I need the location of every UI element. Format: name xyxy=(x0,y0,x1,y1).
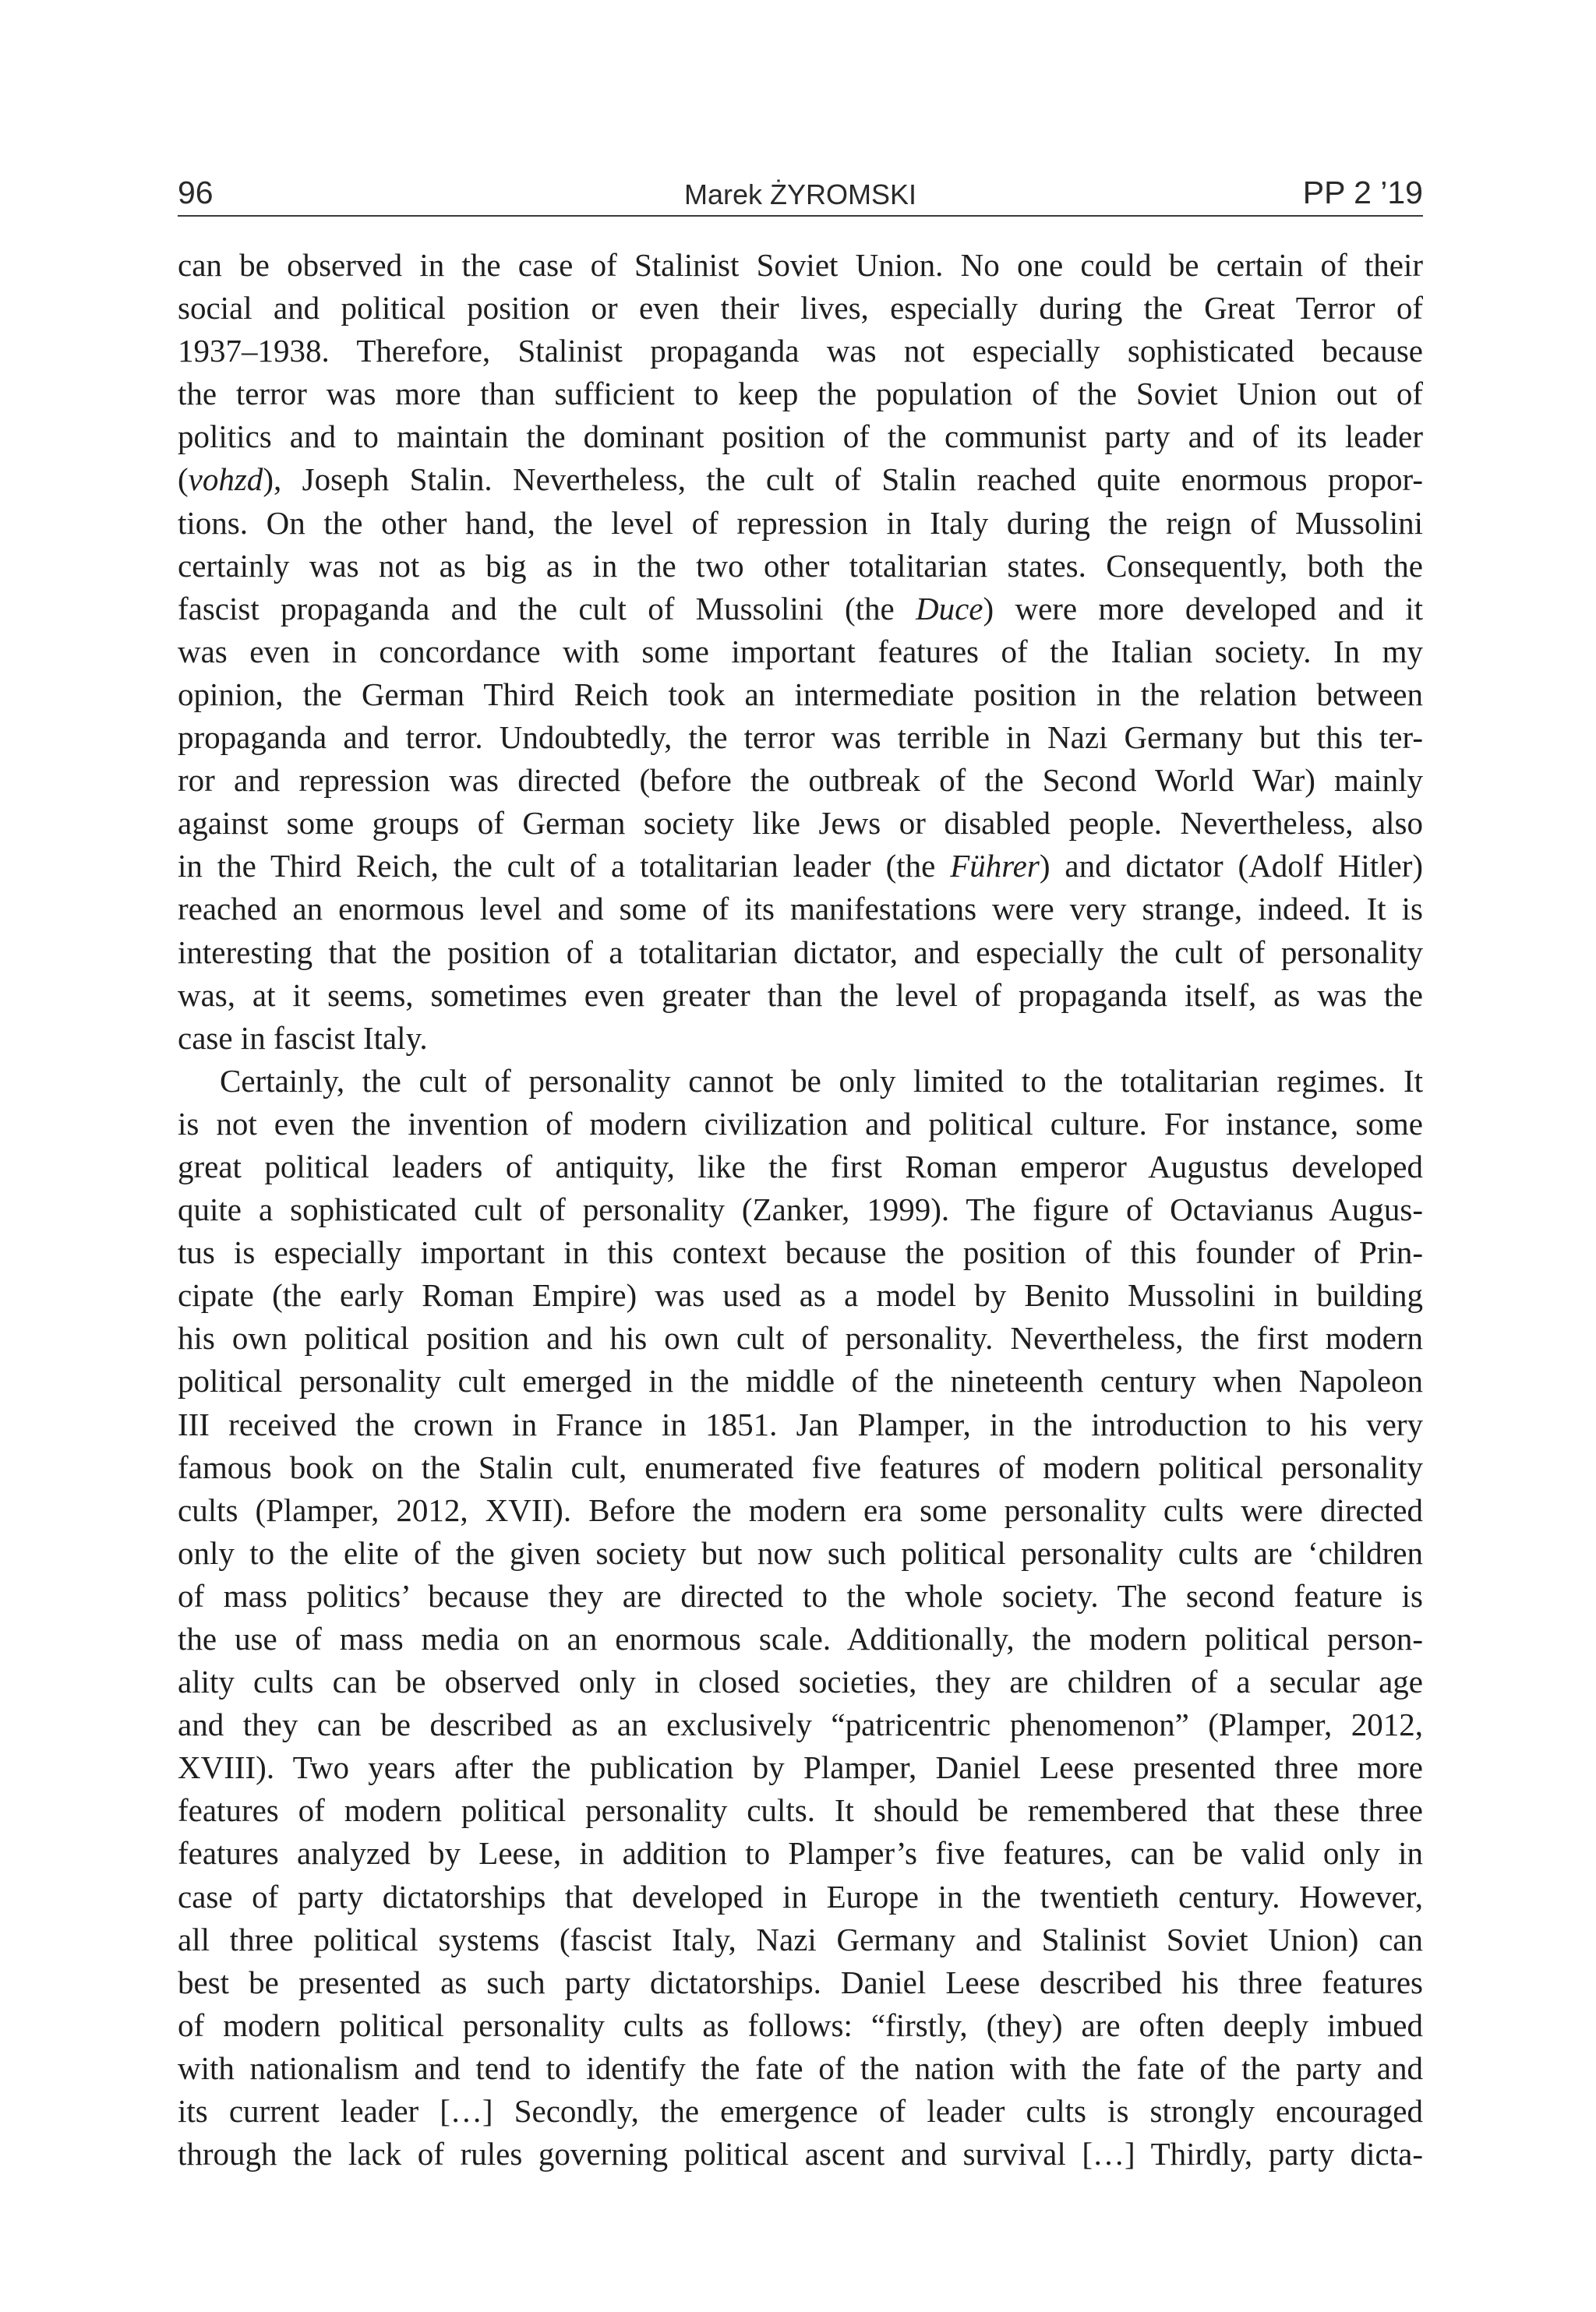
text-line: against some groups of German society like Jews or disabled people. Nevertheless, also xyxy=(178,805,1423,842)
text-line: great political leaders of antiquity, like the first Roman emperor Augustus developed xyxy=(178,1148,1423,1184)
text-line: best be presented as such party dictatorships. Daniel Leese described his three features xyxy=(178,1964,1423,2000)
text-line: the terror was more than sufficient to keep the population of the Soviet Union out of xyxy=(178,376,1423,412)
italic-term: Duce xyxy=(916,590,983,627)
italic-term: vohzd xyxy=(188,461,263,498)
text-line: his own political position and his own cult of personality. Nevertheless, the first modern xyxy=(178,1320,1423,1357)
text-line: III received the crown in France in 1851. Jan Plamper, in the introduction to his very xyxy=(178,1406,1423,1442)
text-line: was, at it seems, sometimes even greater than the level of propaganda itself, as was the xyxy=(178,976,1423,1013)
text-line: tions. On the other hand, the level of repression in Italy during the reign of Mussolini xyxy=(178,504,1423,541)
text-line: in the Third Reich, the cult of a totalitarian leader (the Führer) and dictator (Adolf Hitler) xyxy=(178,848,1423,884)
page-header xyxy=(178,167,1423,217)
text-line: quite a sophisticated cult of personality (Zanker, 1999). The figure of Octavianus Augus- xyxy=(178,1191,1423,1228)
text-line: politics and to maintain the dominant position of the communist party and of its leader xyxy=(178,418,1423,455)
text-line: all three political systems (fascist Italy, Nazi Germany and Stalinist Soviet Union) can xyxy=(178,1921,1423,1957)
paragraph xyxy=(178,244,1423,1060)
text-line: tus is especially important in this context because the position of this founder of Prin- xyxy=(178,1234,1423,1271)
text-line: social and political position or even their lives, especially during the Great Terror of xyxy=(178,290,1423,327)
text-line: features of modern political personality cults. It should be remembered that these three xyxy=(178,1792,1423,1829)
text-line: propaganda and terror. Undoubtedly, the terror was terrible in Nazi Germany but this ter- xyxy=(178,719,1423,756)
text-line: interesting that the position of a totalitarian dictator, and especially the cult of personality xyxy=(178,934,1423,970)
text-line: through the lack of rules governing political ascent and survival […] Thirdly, party dicta- xyxy=(178,2136,1423,2173)
text-line: fascist propaganda and the cult of Mussolini (the Duce) were more developed and it xyxy=(178,590,1423,627)
text-line: political personality cult emerged in the middle of the nineteenth century when Napoleon xyxy=(178,1363,1423,1400)
text-line: and they can be described as an exclusively “patricentric phenomenon” (Plamper, 2012, xyxy=(178,1707,1423,1743)
text-line: only to the elite of the given society but now such political personality cults are ‘children xyxy=(178,1534,1423,1571)
paragraph xyxy=(178,1060,1423,2176)
text-line: case in fascist Italy. xyxy=(178,1019,428,1056)
text-line: of modern political personality cults as follows: “firstly, (they) are often deeply imbued xyxy=(178,2007,1423,2043)
text-line: certainly was not as big as in the two other totalitarian states. Consequently, both the xyxy=(178,547,1423,584)
text-line: features analyzed by Leese, in addition to Plamper’s five features, can be valid only in xyxy=(178,1835,1423,1872)
text-line: with nationalism and tend to identify the fate of the nation with the fate of the party and xyxy=(178,2049,1423,2086)
italic-term: Führer xyxy=(950,848,1040,884)
text-line: Certainly, the cult of personality cannot be only limited to the totalitarian regimes. It xyxy=(220,1062,1423,1099)
text-line: can be observed in the case of Stalinist Soviet Union. No one could be certain of their xyxy=(178,247,1423,283)
page-number: 96 xyxy=(178,175,214,210)
body-text xyxy=(178,244,1423,2176)
text-line: ror and repression was directed (before the outbreak of the Second World War) mainly xyxy=(178,762,1423,799)
text-line: was even in concordance with some important features of the Italian society. In my xyxy=(178,633,1423,669)
text-line: ality cults can be observed only in closed societies, they are children of a secular age xyxy=(178,1664,1423,1700)
journal-issue: PP 2 ’19 xyxy=(1302,175,1423,210)
text-line: reached an enormous level and some of its manifestations were very strange, indeed. It is xyxy=(178,891,1423,927)
text-line: cipate (the early Roman Empire) was used as a model by Benito Mussolini in building xyxy=(178,1277,1423,1314)
text-line: cults (Plamper, 2012, XVII). Before the modern era some personality cults were directed xyxy=(178,1491,1423,1528)
text-line: is not even the invention of modern civilization and political culture. For instance, some xyxy=(178,1105,1423,1142)
text-line: famous book on the Stalin cult, enumerated five features of modern political personality xyxy=(178,1449,1423,1485)
text-line: (vohzd), Joseph Stalin. Nevertheless, the cult of Stalin reached quite enormous propor- xyxy=(178,461,1423,498)
text-line: of mass politics’ because they are directed to the whole society. The second feature is xyxy=(178,1577,1423,1614)
text-line: its current leader […] Secondly, the emergence of leader cults is strongly encouraged xyxy=(178,2093,1423,2130)
text-line: case of party dictatorships that developed in Europe in the twentieth century. However, xyxy=(178,1878,1423,1915)
text-line: XVIII). Two years after the publication by Plamper, Daniel Leese presented three more xyxy=(178,1749,1423,1786)
running-head-author: Marek ŻYROMSKI xyxy=(683,178,917,210)
text-line: 1937–1938. Therefore, Stalinist propaganda was not especially sophisticated because xyxy=(178,333,1423,369)
text-line: opinion, the German Third Reich took an intermediate position in the relation between xyxy=(178,676,1423,712)
text-line: the use of mass media on an enormous scale. Additionally, the modern political person- xyxy=(178,1621,1423,1657)
